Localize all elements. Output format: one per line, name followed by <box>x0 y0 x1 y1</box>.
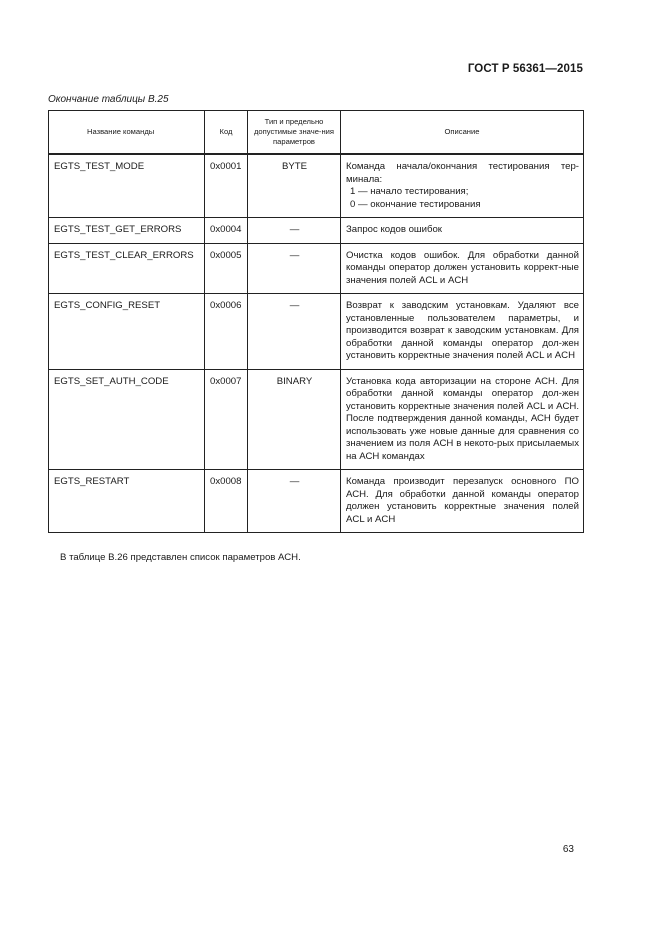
command-description <box>341 218 584 244</box>
command-name: EGTS_CONFIG_RESET <box>49 294 205 370</box>
table-caption: Окончание таблицы В.25 <box>48 94 169 105</box>
description-text: 1 — начало тестирования; <box>350 186 469 197</box>
commands-table <box>48 110 584 533</box>
table-row <box>49 154 584 218</box>
command-name: EGTS_SET_AUTH_CODE <box>49 369 205 470</box>
command-code: 0x0004 <box>205 218 248 244</box>
command-code: 0x0008 <box>205 470 248 533</box>
command-type: — <box>248 218 341 244</box>
command-name: EGTS_TEST_MODE <box>49 154 205 218</box>
standard-id: ГОСТ Р 56361—2015 <box>467 63 583 75</box>
table-row <box>49 243 584 294</box>
command-name: EGTS_TEST_GET_ERRORS <box>49 218 205 244</box>
column-header-type: Тип и предельно допустимые значе-ния параметров <box>248 111 341 155</box>
description-text: Команда начала/окончания тестирования тер-минала: <box>346 161 579 185</box>
command-code: 0x0006 <box>205 294 248 370</box>
command-description <box>341 369 584 470</box>
table-header-row <box>49 111 584 155</box>
command-type: — <box>248 294 341 370</box>
page-number: 63 <box>562 844 574 855</box>
command-description <box>341 470 584 533</box>
command-code: 0x0007 <box>205 369 248 470</box>
command-type: — <box>248 470 341 533</box>
command-code: 0x0001 <box>205 154 248 218</box>
description-text: Команда производит перезапуск основного ПО АСН. Для обработки данной команды оператор должен установить корректные значения полей ACL и ACH <box>346 476 579 525</box>
description-text: Установка кода авторизации на стороне АСН. Для обработки данной команды оператор дол-жен установить корректные значения полей ACL и ACH. После подтверждения данной команды, АСН будет использовать уже новые данные для сравнения со значением из поля ACH в некото-рых присылаемых на АСН командах <box>346 375 579 462</box>
command-description <box>341 154 584 218</box>
command-code: 0x0005 <box>205 243 248 294</box>
command-description <box>341 294 584 370</box>
table-row <box>49 369 584 470</box>
column-header-code: Код <box>205 111 248 155</box>
table-row <box>49 470 584 533</box>
column-header-description: Описание <box>341 111 584 155</box>
command-description <box>341 243 584 294</box>
command-type: — <box>248 243 341 294</box>
description-text: 0 — окончание тестирования <box>350 198 481 210</box>
command-name: EGTS_TEST_CLEAR_ERRORS <box>49 243 205 294</box>
command-type: BYTE <box>248 154 341 218</box>
description-text: Запрос кодов ошибок <box>346 224 443 235</box>
command-type: BINARY <box>248 369 341 470</box>
table-row <box>49 294 584 370</box>
description-text: Возврат к заводским установкам. Удаляют все установленные пользователем параметры, и производится возврат к заводским установкам. Для обработки данной команды оператор дол-жен установить корректные значения полей ACL и ACH <box>346 300 579 361</box>
command-name: EGTS_RESTART <box>49 470 205 533</box>
column-header-name: Название команды <box>49 111 205 155</box>
footnote-text: В таблице В.26 представлен список параметров АСН. <box>60 552 301 563</box>
description-text: Очистка кодов ошибок. Для обработки данной команды оператор должен установить коррект-ные значения полей ACL и ACH <box>346 249 579 286</box>
table-row <box>49 218 584 244</box>
